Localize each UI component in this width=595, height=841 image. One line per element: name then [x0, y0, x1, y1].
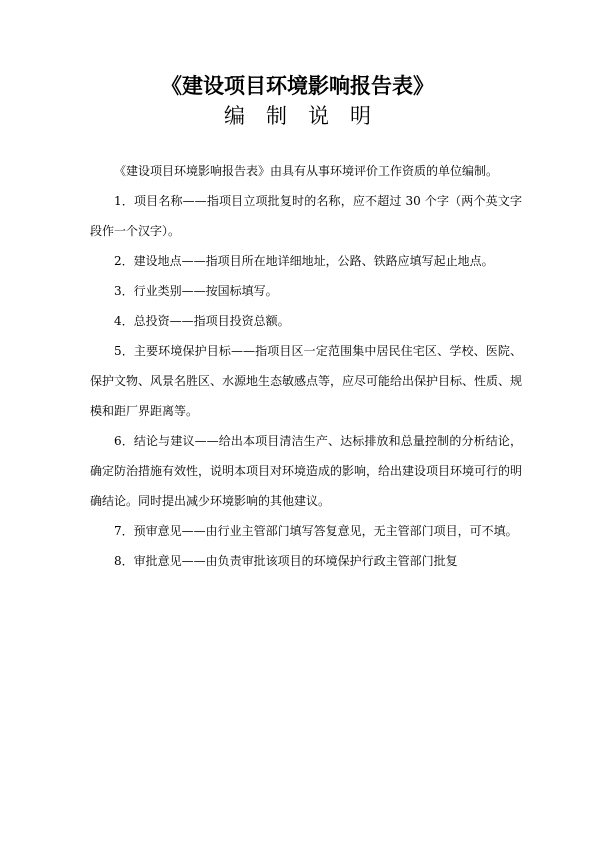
- document-body: [90, 156, 522, 576]
- item-location: 2．建设地点——指项目所在地详细地址，公路、铁路应填写起止地点。: [114, 254, 494, 268]
- item-protection-targets: 5．主要环境保护目标——指项目区一定范围集中居民住宅区、学校、医院、保护文物、风景名胜区、水源地生态敏感点等，应尽可能给出保护目标、性质、规模和距厂界距离等。: [90, 344, 523, 418]
- intro-paragraph: 《建设项目环境影响报告表》由具有从事环境评价工作资质的单位编制。: [114, 164, 499, 178]
- document-subtitle: 编 制 说 明: [224, 104, 371, 128]
- item-project-name: 1．项目名称——指项目立项批复时的名称，应不超过 30 个字（两个英文字段作一个汉字）。: [90, 194, 522, 238]
- item-approval: 8．审批意见——由负责审批该项目的环境保护行政主管部门批复: [114, 554, 458, 568]
- document-title: 《建设项目环境影响报告表》: [161, 73, 434, 98]
- item-investment: 4．总投资——指项目投资总额。: [114, 314, 290, 328]
- item-conclusions: 6．结论与建议——给出本项目清洁生产、达标排放和总量控制的分析结论，确定防治措施有效性，说明本项目对环境造成的影响，给出建设项目环境可行的明确结论。同时提出减少环境影响的其他建议。: [90, 434, 523, 508]
- item-industry: 3．行业类别——按国标填写。: [114, 284, 278, 298]
- item-preliminary-review: 7．预审意见——由行业主管部门填写答复意见，无主管部门项目，可不填。: [114, 524, 518, 538]
